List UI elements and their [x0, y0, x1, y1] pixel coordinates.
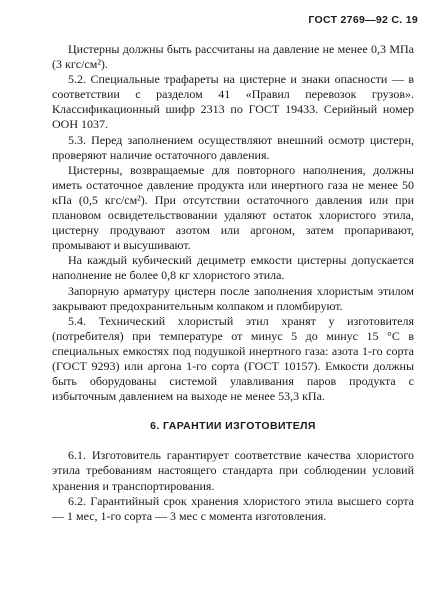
- paragraph-5-3: 5.3. Перед заполнением осуществляют внешний осмотр цистерн, проверяют наличие остаточного давления.: [52, 132, 414, 162]
- section-title: 6. ГАРАНТИИ ИЗГОТОВИТЕЛЯ: [150, 420, 316, 433]
- running-head: ГОСТ 2769—92 С. 19: [308, 14, 418, 26]
- paragraph-5-4: 5.4. Технический хлористый этил хранят у изготовителя (потребителя) при температуре от минус 5 до минус 15 °С в специальных емкостях под подушкой инертного газа: азота 1-го сорта (ГОСТ 9293) или аргона 1-го сорта (ГОСТ 10157). Емкости должны быть оборудованы системой улавливания паров продукта с избыточным давлением на выходе не менее 53,3 кПа.: [52, 313, 414, 404]
- paragraph-fill-limit: На каждый кубический дециметр емкости цистерны допускается наполнение не более 0,8 кг хлористого этила.: [52, 253, 414, 283]
- paragraph-valve-sealing: Запорную арматуру цистерн после заполнения хлористым этилом закрывают предохранительным колпаком и пломбируют.: [52, 283, 414, 313]
- paragraph-tank-pressure: Цистерны должны быть рассчитаны на давление не менее 0,3 МПа (3 кгс/см²).: [52, 42, 414, 72]
- document-body: [52, 42, 414, 524]
- paragraph-residual-pressure: Цистерны, возвращаемые для повторного наполнения, должны иметь остаточное давление продукта или инертного газа не менее 50 кПа (0,5 кгс/см²). При отсутствии остаточного давления или при плановом освидетельствовании удаляют остаток хлористого этила, цистерну продувают азотом или аргоном, затем пропаривают, промывают и высушивают.: [52, 162, 414, 253]
- paragraph-6-1: 6.1. Изготовитель гарантирует соответствие качества хлористого этила требованиям настоящего стандарта при соблюдении условий хранения и транспортирования.: [52, 448, 414, 493]
- paragraph-5-2: 5.2. Специальные трафареты на цистерне и знаки опасности — в соответствии с разделом 41 «Правил перевозок грузов». Классификационный шифр 2313 по ГОСТ 19433. Серийный номер ООН 1037.: [52, 72, 414, 132]
- paragraph-6-2: 6.2. Гарантийный срок хранения хлористого этила высшего сорта — 1 мес, 1-го сорта — 3 мес с момента изготовления.: [52, 493, 414, 523]
